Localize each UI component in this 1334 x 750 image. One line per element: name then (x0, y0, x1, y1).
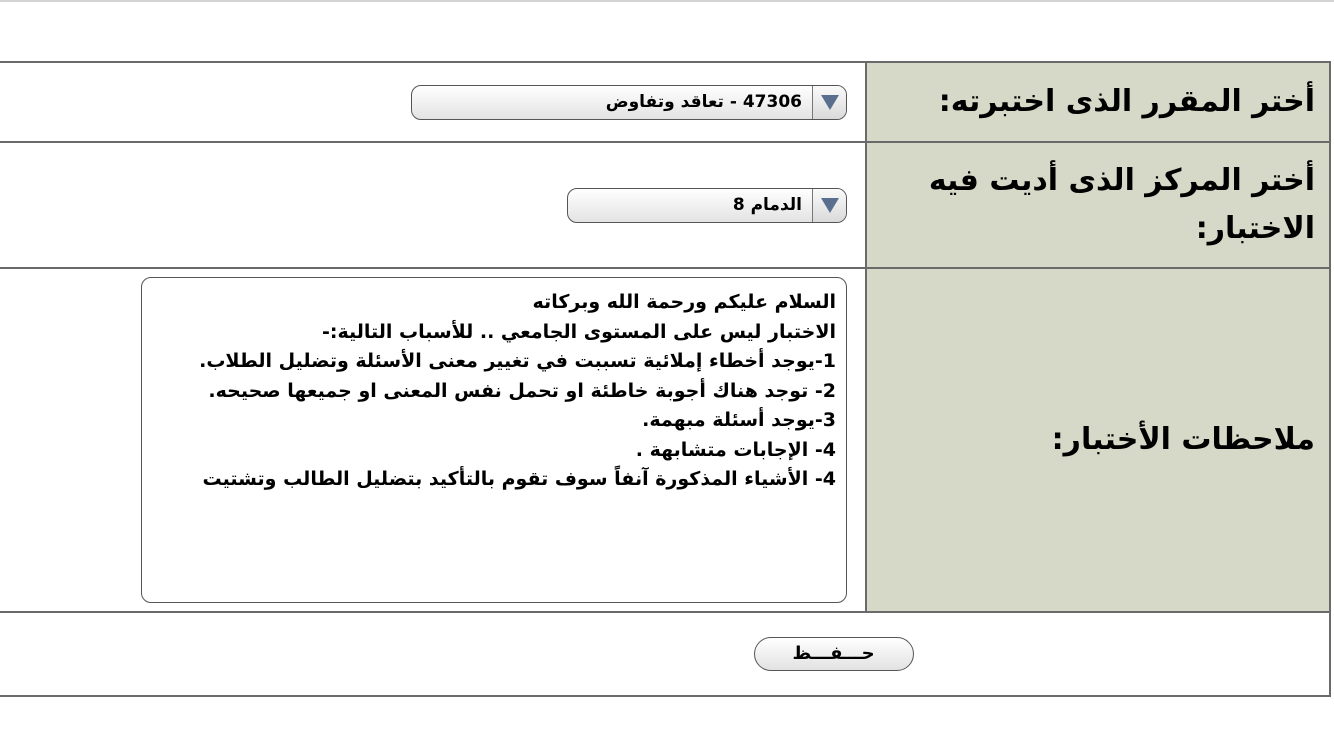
save-cell (0, 612, 1330, 696)
notes-line: 4- الأشياء المذكورة آنفاً سوف تقوم بالتأكيد بتضليل الطالب وتشتيت (202, 468, 836, 490)
course-cell (0, 62, 866, 142)
center-label: أختر المركز الذى أديت فيه الاختبار: (866, 142, 1330, 268)
center-cell (0, 142, 866, 268)
course-select-value: 47306 - تعاقد وتفاوض (605, 92, 802, 112)
course-row (0, 62, 1330, 142)
top-divider (0, 0, 1334, 2)
notes-line: 2- توجد هناك أجوبة خاطئة او تحمل نفس المعنى او جميعها صحيحه. (208, 379, 836, 402)
notes-line: الاختبار ليس على المستوى الجامعي .. للأسباب التالية:- (321, 320, 836, 343)
course-select[interactable] (411, 85, 847, 120)
center-select-value: الدمام 8 (732, 195, 802, 215)
course-label: أختر المقرر الذى اختبرته: (866, 62, 1330, 142)
save-row (0, 612, 1330, 696)
notes-line: 4- الإجابات متشابهة . (635, 438, 836, 461)
chevron-down-icon[interactable] (812, 189, 846, 222)
notes-line: 1-يوجد أخطاء إملائية تسببت في تغيير معنى الأسئلة وتضليل الطلاب. (199, 350, 836, 372)
notes-label: ملاحظات الأختبار: (866, 268, 1330, 612)
notes-row (0, 268, 1330, 612)
notes-line: السلام عليكم ورحمة الله وبركاته (532, 291, 836, 313)
save-button[interactable]: حـــفـــظ (754, 637, 914, 671)
notes-line: 3-يوجد أسئلة مبهمة. (642, 409, 836, 431)
chevron-down-icon[interactable] (812, 86, 846, 119)
exam-feedback-form (0, 61, 1331, 697)
center-select[interactable] (567, 188, 847, 223)
notes-textarea[interactable] (141, 277, 847, 603)
notes-cell (0, 268, 866, 612)
center-row (0, 142, 1330, 268)
